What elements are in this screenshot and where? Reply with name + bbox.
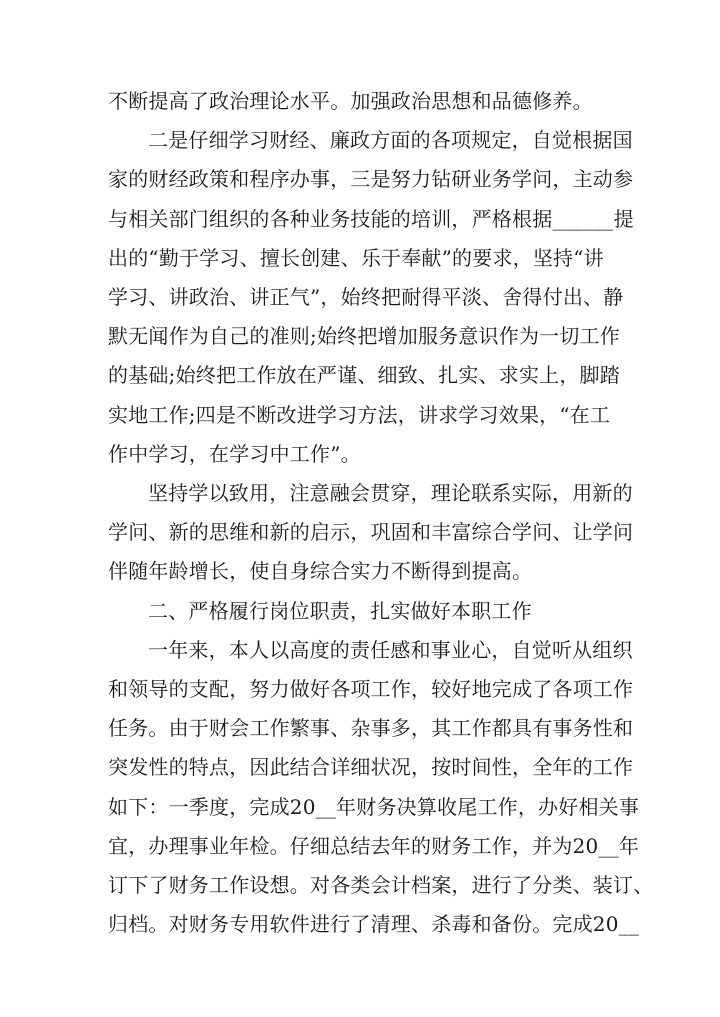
paragraph-1: [108, 82, 608, 121]
text-line: 二是仔细学习财经、廉政方面的各项规定，自觉根据国: [148, 128, 633, 153]
text-line: 伴随年龄增长，使自身综合实力不断得到提高。: [108, 559, 533, 584]
text-line: 坚持学以致用，注意融会贯穿，理论联系实际，用新的: [148, 481, 633, 506]
text-line: 宜，办理事业年检。仔细总结去年的财务工作，并为20__年: [108, 833, 640, 858]
text-line: 的基础;始终把工作放在严谨、细致、扎实、求实上，脚踏: [108, 363, 620, 388]
paragraph-2: [108, 121, 634, 474]
text-line: 默无闻作为自己的准则;始终把增加服务意识作为一切工作: [108, 324, 620, 349]
text-line: 作中学习，在学习中工作”。: [108, 441, 361, 466]
text-line: 实地工作;四是不断改进学习方法，讲求学习效果，“在工: [108, 402, 611, 427]
paragraph-3: [108, 474, 634, 592]
text-line: 突发性的特点，因此结合详细状况，按时间性，全年的工作: [108, 755, 634, 780]
text-line: 订下了财务工作设想。对各类会计档案，进行了分类、装订、: [108, 873, 654, 898]
text-line: 出的“勤于学习、擅长创建、乐于奉献”的要求，坚持“讲: [108, 245, 604, 270]
text-line: 归档。对财务专用软件进行了清理、杀毒和备份。完成20__: [108, 912, 640, 937]
text-line: 和领导的支配，努力做好各项工作，较好地完成了各项工作: [108, 677, 634, 702]
text-line: 一年来，本人以高度的责任感和事业心，自觉听从组织: [148, 637, 633, 662]
text-line: 学问、新的思维和新的启示，巩固和丰富综合学问、让学问: [108, 520, 634, 545]
text-line: 学习、讲政治、讲正气”，始终把耐得平淡、舍得付出、静: [108, 285, 624, 310]
paragraph-5: [108, 631, 654, 945]
text-line: 如下：一季度，完成20__年财务决算收尾工作，办好相关事: [108, 794, 640, 819]
text-line: 任务。由于财会工作繁事、杂事多，其工作都具有事务性和: [108, 716, 634, 741]
text-line: 与相关部门组织的各种业务技能的培训，严格根据______提: [108, 206, 634, 231]
text-line: 家的财经政策和程序办事，三是努力钻研业务学问，主动参: [108, 167, 634, 192]
heading-text: 二、严格履行岗位职责，扎实做好本职工作: [148, 598, 532, 623]
document-body: [108, 82, 654, 944]
section-heading: [108, 592, 608, 631]
text-line: 不断提高了政治理论水平。加强政治思想和品德修养。: [108, 89, 593, 113]
